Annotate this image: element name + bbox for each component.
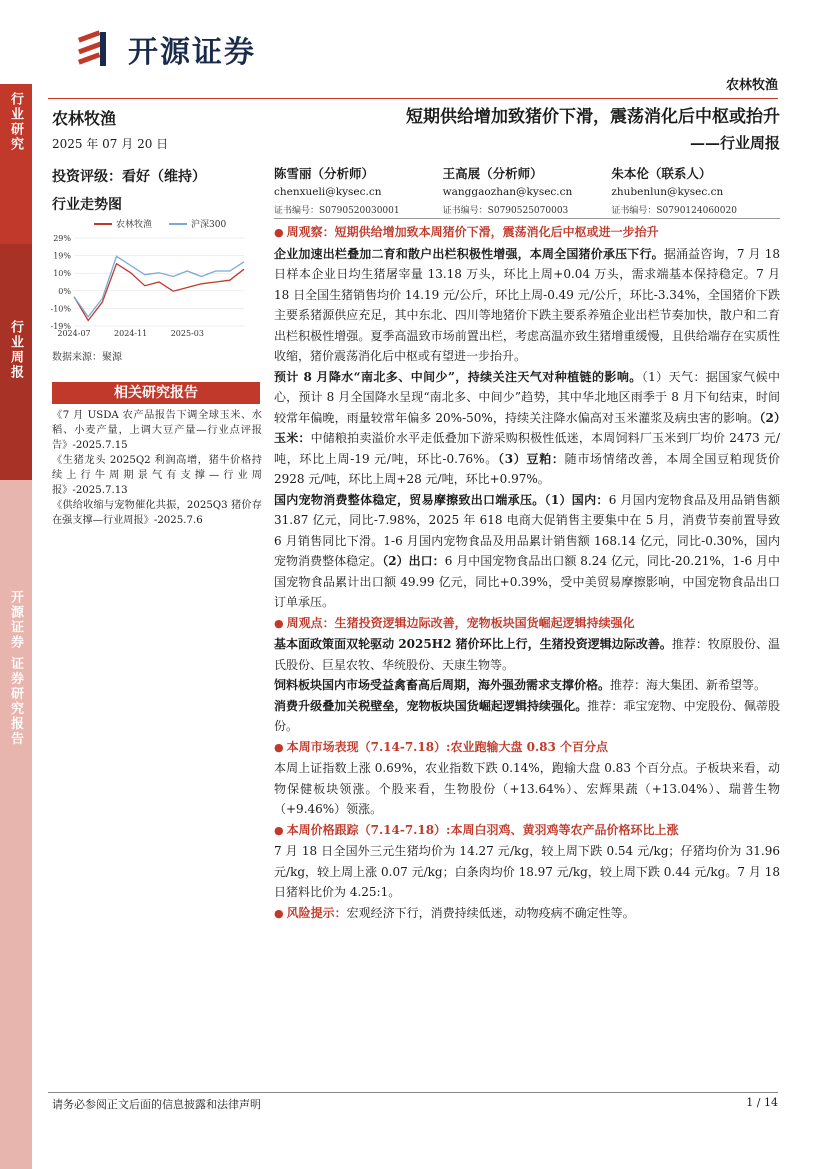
author: [443, 164, 612, 216]
authors: [274, 164, 780, 216]
paragraph-lead: （1）国内：: [544, 492, 609, 507]
author-name: 王高展（分析师）: [442, 166, 543, 181]
bullet-icon: ●: [274, 740, 284, 754]
author-cert: 证书编号：S0790525070003: [442, 206, 569, 216]
bullet-icon: ●: [274, 616, 284, 630]
paragraph: 7 月 18 日全国外三元生猪均价为 14.27 元/kg，较上周下跌 0.54 元/kg；仔猪均价为 31.96 元/kg，较上周上涨 0.07 元/kg；白条肉均价 18.97 元/kg，较上周下跌 0.44 元/kg。7 月 18 日猪料比价为 4.25:1。: [274, 844, 780, 899]
author: [611, 164, 780, 216]
related-title: 相关研究报告: [52, 382, 260, 404]
report-title: 短期供给增加致猪价下滑，震荡消化后中枢或抬升: [406, 107, 780, 127]
trend-chart: [44, 214, 264, 340]
footer-divider: [48, 1092, 778, 1093]
page-number: 1 / 14: [746, 1096, 778, 1109]
section-heading: 风险提示：: [286, 905, 347, 920]
authors-divider: [274, 218, 780, 219]
chart-source: 数据来源：聚源: [52, 352, 122, 363]
y-tick-label: 10%: [53, 269, 71, 279]
paragraph: 宏观经济下行，消费持续低迷，动物疫病不确定性等。: [346, 905, 635, 920]
paragraph: 随市场情绪改善，本周全国豆粕现货价 2928 元/吨，环比上周+28 元/吨，环比+0.97%。: [274, 451, 780, 486]
sidebar-mid-label: 行业周报: [8, 320, 23, 380]
section-heading: 本周市场表现（7.14-7.18）:农业跑输大盘 0.83 个百分点: [286, 739, 609, 754]
paragraph: 推荐：乖宝宠物、中宠股份、佩蒂股份。: [274, 698, 780, 733]
rating: 投资评级：看好（维持）: [52, 169, 206, 185]
sidebar-bottom: [0, 480, 32, 1169]
paragraph-lead: （2）出口：: [382, 554, 445, 568]
paragraph: 推荐：牧原股份、温氏股份、巨星农牧、华统股份、天康生物等。: [274, 637, 780, 672]
x-tick-label: 2024-07: [57, 329, 91, 338]
logo-mark-icon: [74, 26, 120, 72]
series-line: [74, 256, 244, 317]
y-tick-label: -10%: [50, 304, 71, 314]
paragraph: 6 月国内宠物食品及用品销售额 31.87 亿元，同比-7.98%，2025 年 618 电商大促销售主要集中在 5 月，消费节奏前置导致 6 月销售同比下滑。1-6 月国内宠物食品及用品累计销售额 168.14 亿元，同比-0.30%，国内宠物消费整体稳定。: [274, 492, 780, 568]
bullet-icon: ●: [274, 906, 284, 920]
paragraph-lead: 企业加速出栏叠加二育和散户出栏积极性增强，本周全国猪价承压下行。: [274, 246, 664, 261]
bullet-icon: ●: [274, 226, 284, 239]
related-item[interactable]: 《7 月 USDA 农产品报告下调全球玉米、水稻、小麦产量，上调大豆产量—行业点评报告》-2025.7.15: [52, 410, 262, 451]
related-list: [52, 408, 262, 528]
y-tick-label: 29%: [53, 234, 71, 243]
industry-name: 农林牧渔: [52, 109, 117, 128]
brand-logo: [74, 24, 314, 74]
trend-title: 行业走势图: [52, 197, 122, 213]
x-tick-label: 2024-11: [114, 329, 148, 338]
author-cert: 证书编号：S0790124060020: [611, 206, 737, 216]
paragraph: （1）天气：据国家气候中心，预计 8 月全国降水呈现“南北多、中间少”趋势，其中华北地区雨季于 8 月下旬结束，时间较常年偏晚，雨量较常年偏多 20%-50%，持续关注降水偏高对玉米灌浆及病虫害的影响。: [274, 369, 780, 425]
related-item[interactable]: 《生猪龙头 2025Q2 利润高增，猪牛价格持续上行牛周期景气有支撑—行业周报》-2025.7.13: [52, 455, 262, 496]
author-email[interactable]: zhubenlun@kysec.cn: [611, 186, 724, 198]
paragraph-lead: 基本面政策面双轮驱动 2025H2 猪价环比上行，生猪投资逻辑边际改善。: [274, 637, 672, 651]
section-heading: 周观点：生猪投资逻辑边际改善，宠物板块国货崛起逻辑持续强化: [286, 615, 635, 630]
paragraph-lead: 国内宠物消费整体稳定，贸易摩擦致出口端承压。: [274, 492, 545, 507]
sidebar-top: [0, 84, 32, 244]
author-name: 朱本伦（联系人）: [611, 166, 712, 181]
header-divider: [48, 98, 778, 99]
paragraph: 中储粮拍卖溢价水平走低叠加下游采购积极性低迷，本周饲料厂玉米到厂均价 2473 元/吨，环比上周-19 元/吨，环比-0.76%。: [274, 431, 780, 466]
footer-disclaimer[interactable]: 请务必参阅正文后面的信息披露和法律声明: [52, 1098, 261, 1111]
paragraph: 推荐：海大集团、新希望等。: [610, 678, 767, 692]
sidebar-mid: [0, 244, 32, 480]
report-date: 2025 年 07 月 20 日: [52, 137, 169, 151]
sidebar-bottom-label: 开源证券 证券研究报告: [8, 590, 23, 747]
author-cert: 证书编号：S0790520030001: [274, 206, 400, 216]
main-body: [274, 222, 780, 924]
header-category: 农林牧渔: [725, 78, 778, 93]
author-email[interactable]: wanggaozhan@kysec.cn: [442, 186, 573, 198]
brand-name: 开源证券: [128, 35, 256, 70]
paragraph-lead: 饲料板块国内市场受益禽畜高后周期，海外强劲需求支撑价格。: [274, 678, 611, 692]
paragraph: 据涌益咨询，7 月 18 日样本企业日均生猪屠宰量 13.18 万头，环比上周+0.04 万头，需求端基本保持稳定。7 月 18 日全国生猪销售均价 14.19 元/公斤，环比上周-0.49 元/公斤，环比-3.34%，全国猪价下跌主要系猪源供应充足，其中东北、四川等地猪价下跌主要系养殖企业出栏节奏加快，散户和二育出栏积极性增强。夏季高温致市场前置出栏，考虑高温亦致生猪增重缓慢，且供给端存在实质性收缩，猪价震荡消化后中枢或有望进一步抬升。: [274, 246, 780, 363]
report-subtitle: ——行业周报: [689, 134, 780, 152]
bullet-icon: ●: [274, 823, 284, 837]
legend-label: 沪深300: [191, 220, 227, 230]
y-tick-label: 0%: [58, 286, 71, 296]
paragraph-lead: 消费升级叠加关税壁垒，宠物板块国货崛起逻辑持续强化。: [274, 698, 588, 713]
section-heading: 本周价格跟踪（7.14-7.18）:本周白羽鸡、黄羽鸡等农产品价格环比上涨: [286, 822, 679, 837]
paragraph-lead: 预计 8 月降水“南北多、中间少”，持续关注天气对种植链的影响。: [274, 369, 642, 384]
y-tick-label: 19%: [53, 251, 71, 261]
paragraph: 6 月中国宠物食品出口额 8.24 亿元，同比-20.21%，1-6 月中国宠物食品累计出口额 49.99 亿元，同比+0.39%，受中美贸易摩擦影响，中国宠物食品出口订单承压。: [274, 554, 780, 609]
left-column: [52, 106, 262, 214]
legend-label: 农林牧渔: [116, 220, 153, 230]
paragraph-lead: （3）豆粕：: [498, 451, 565, 466]
x-tick-label: 2025-03: [170, 329, 204, 338]
author: [274, 164, 443, 216]
sidebar-top-label: 行业研究: [8, 92, 23, 152]
related-item[interactable]: 《供给收缩与宠物催化共振，2025Q3 猪价存在强支撑—行业周报》-2025.7.6: [52, 500, 262, 526]
author-email[interactable]: chenxueli@kysec.cn: [274, 186, 382, 198]
paragraph: 本周上证指数上涨 0.69%，农业指数下跌 0.14%，跑输大盘 0.83 个百分点。子板块来看，动物保健板块领涨。个股来看，生物股份（+13.64%）、宏辉果蔬（+13.04%）、瑞普生物（+9.46%）领涨。: [274, 761, 780, 816]
paragraph-lead: （2）玉米：: [274, 410, 780, 445]
author-name: 陈雪丽（分析师）: [274, 166, 375, 181]
section-heading: 周观察：短期供给增加致本周猪价下滑，震荡消化后中枢或进一步抬升: [286, 225, 659, 239]
y-tick-label: -19%: [50, 322, 71, 331]
